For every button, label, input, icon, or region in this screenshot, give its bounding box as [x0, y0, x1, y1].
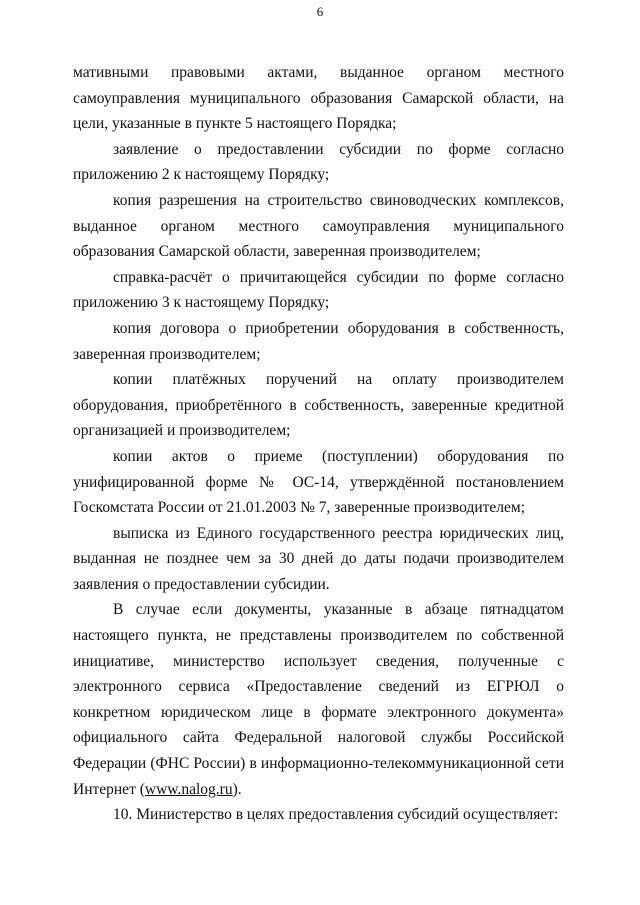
paragraph [73, 521, 564, 598]
paragraph-text: копия разрешения на строительство свиноводческих комплексов, выданное органом местного самоуправления муниципального образования Самарской области, заверенная производителем; [73, 191, 564, 261]
page-number: 6 [316, 4, 324, 19]
paragraph-text-tail: ). [232, 780, 242, 798]
paragraph-text: 10. Министерство в целях предоставления субсидий осуществляет: [113, 806, 559, 824]
paragraph-text: копии актов о приеме (поступлении) оборудования по унифицированной форме № ОС-14, утверждённой постановлением Госкомстата России от 21.01.2003 № 7, заверенные производителем; [73, 447, 564, 517]
paragraph-text: мативными правовыми актами, выданное органом местного самоуправления муниципального образования Самарской области, на цели, указанные в пункте 5 настоящего Порядка; [73, 64, 564, 133]
paragraph [73, 60, 564, 137]
paragraph [73, 597, 564, 802]
document-body [73, 60, 564, 828]
paragraph-text: выписка из Единого государственного реестра юридических лиц, выданная не позднее чем за 30 дней до даты подачи производителем заявления о предоставлении субсидии. [73, 524, 564, 593]
paragraph [73, 188, 564, 265]
nalog-link[interactable]: www.nalog.ru [144, 780, 233, 798]
paragraph-text: В случае если документы, указанные в абзаце пятнадцатом настоящего пункта, не представлены производителем по собственной инициативе, министерство использует сведения, полученные с электронного сервиса «Предоставление сведений из ЕГРЮЛ о конкретном юридическом лице в формате электронного документа» официального сайта Федеральной налоговой службы Российской Федерации (ФНС России) в информационно-телекоммуникационной сети Интернет ( [73, 601, 564, 798]
paragraph-text: копия договора о приобретении оборудования в собственность, заверенная производителем; [73, 319, 564, 363]
paragraph-text: заявление о предоставлении субсидии по форме согласно приложению 2 к настоящему Порядку; [73, 140, 564, 184]
paragraph-text: копии платёжных поручений на оплату производителем оборудования, приобретённого в собственность, заверенные кредитной организацией и производителем; [73, 371, 564, 440]
paragraph [73, 137, 564, 188]
paragraph [73, 265, 564, 316]
paragraph-text: справка-расчёт о причитающейся субсидии по форме согласно приложению 3 к настоящему Порядку; [73, 268, 564, 312]
paragraph [73, 367, 564, 444]
paragraph [73, 316, 564, 367]
paragraph [73, 444, 564, 521]
paragraph [73, 802, 564, 828]
